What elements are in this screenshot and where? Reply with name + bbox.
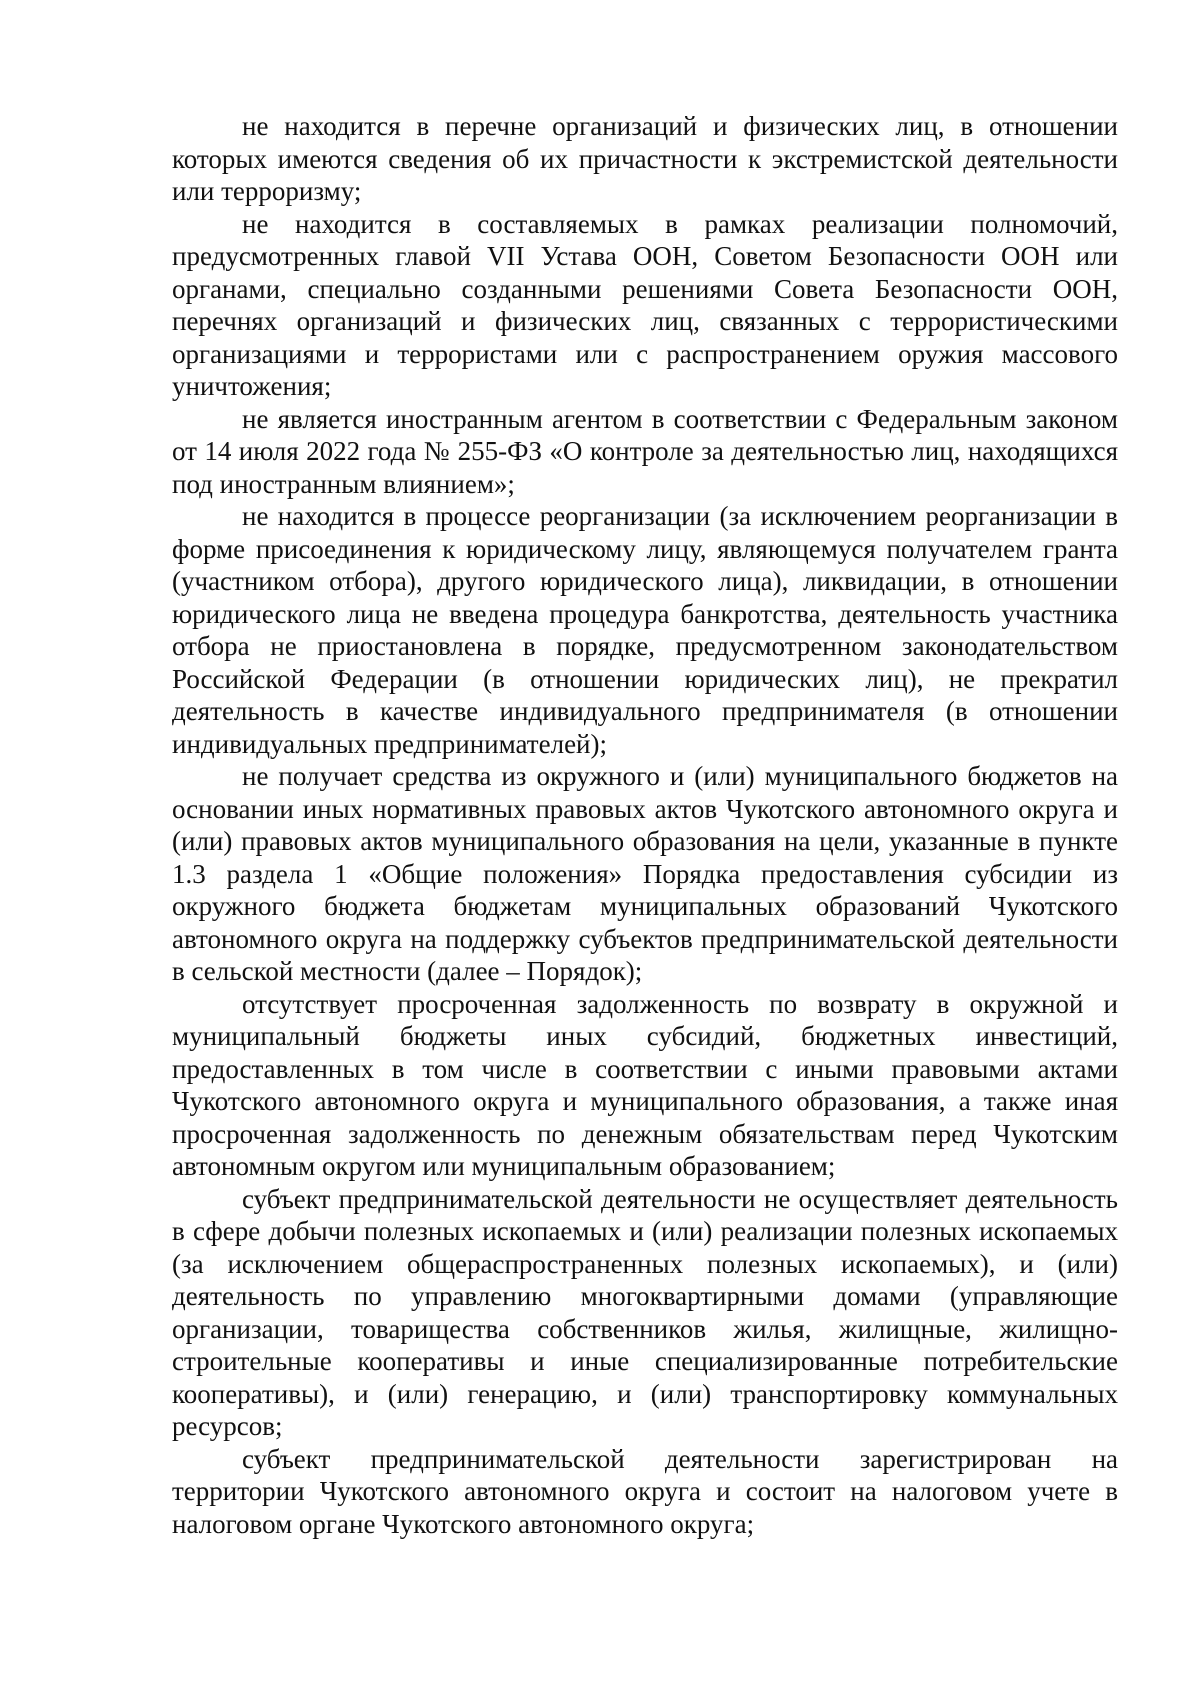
paragraph-extremism-list: не находится в перечне организаций и физических лиц, в отношении которых имеются сведения об их причастности к экстремистской деятельности или терроризму;	[172, 111, 1118, 206]
paragraph-reorganization: не находится в процессе реорганизации (за исключением реорганизации в форме присоединения к юридическому лицу, являющемуся получателем гранта (участником отбора), другого юридического лица), ликвидации, в отношении юридического лица не введена процедура банкротства, деятельность участника отбора не приостановлена в порядке, предусмотренном законодательством Российской Федерации (в отношении юридических лиц), не прекратил деятельность в качестве индивидуального предпринимателя (в отношении индивидуальных предпринимателей);	[172, 501, 1118, 759]
paragraph-registration: субъект предпринимательской деятельности зарегистрирован на территории Чукотского автономного округа и состоит на налоговом учете в налоговом органе Чукотского автономного округа;	[172, 1443, 1118, 1539]
paragraph-foreign-agent: не является иностранным агентом в соответствии с Федеральным законом от 14 июля 2022 года № 255-ФЗ «О контроле за деятельностью лиц, находящихся под иностранным влиянием»;	[172, 403, 1118, 499]
document-page	[172, 110, 1118, 1540]
paragraph-un-sanctions-list: не находится в составляемых в рамках реализации полномочий, предусмотренных главой VII Устава ООН, Советом Безопасности ООН или органами, специально созданными решениями Совета Безопасности ООН, перечнях организаций и физических лиц, связанных с террористическими организациями и террористами или с распространением оружия массового уничтожения;	[172, 208, 1118, 401]
paragraph-overdue-debt: отсутствует просроченная задолженность по возврату в окружной и муниципальный бюджеты иных субсидий, бюджетных инвестиций, предоставленных в том числе в соответствии с иными правовыми актами Чукотского автономного округа и муниципального образования, а также иная просроченная задолженность по денежным обязательствам перед Чукотским автономным округом или муниципальным образованием;	[172, 988, 1118, 1181]
paragraph-other-budget-funds: не получает средства из окружного и (или) муниципального бюджетов на основании иных нормативных правовых актов Чукотского автономного округа и (или) правовых актов муниципального образования на цели, указанные в пункте 1.3 раздела 1 «Общие положения» Порядка предоставления субсидии из окружного бюджета бюджетам муниципальных образований Чукотского автономного округа на поддержку субъектов предпринимательской деятельности в сельской местности (далее – Порядок);	[172, 761, 1118, 986]
paragraph-excluded-activities: субъект предпринимательской деятельности не осуществляет деятельность в сфере добычи полезных ископаемых и (или) реализации полезных ископаемых (за исключением общераспространенных полезных ископаемых), и (или) деятельность по управлению многоквартирными домами (управляющие организации, товарищества собственников жилья, жилищные, жилищно-строительные кооперативы и иные специализированные потребительские кооперативы), и (или) генерацию, и (или) транспортировку коммунальных ресурсов;	[172, 1183, 1118, 1441]
